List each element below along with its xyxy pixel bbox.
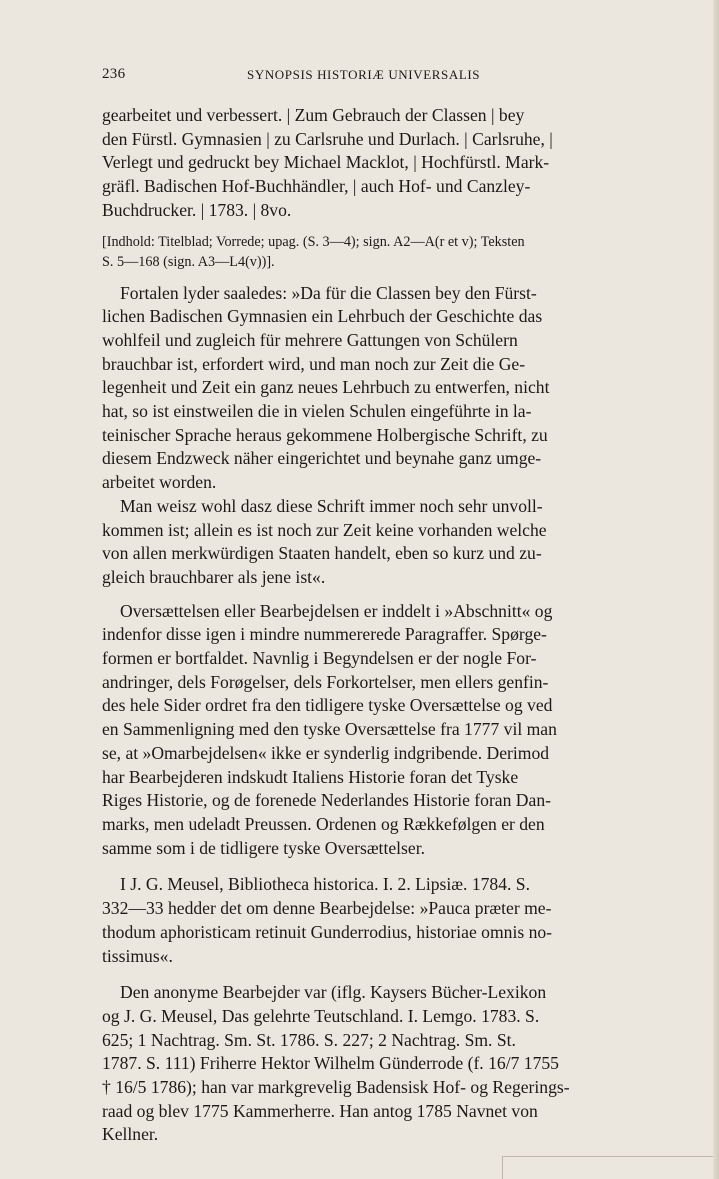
page-content [102, 104, 667, 1147]
text-line: teinischer Sprache heraus gekommene Holbergische Schrift, zu [102, 424, 548, 445]
text-line: des hele Sider ordret fra den tidligere tyske Oversættelse og ved [102, 695, 553, 716]
text-line: lichen Badischen Gymnasien ein Lehrbuch der Geschichte das [102, 306, 543, 327]
text-line: thodum aphoristicam retinuit Gunderrodius, historiae omnis no- [102, 921, 553, 942]
text-line: formen er bortfaldet. Navnlig i Begyndelsen er der nogle For- [102, 648, 537, 669]
text-line: samme som i de tidligere tyske Oversættelser. [102, 837, 425, 858]
bibliographic-paragraph [102, 104, 667, 223]
text-line: har Bearbejderen indskudt Italiens Historie foran det Tyske [102, 766, 519, 787]
text-line: Den anonyme Bearbejder var (iflg. Kaysers Bücher-Lexikon [120, 982, 547, 1003]
text-line: tissimus«. [102, 945, 173, 966]
text-line: en Sammenligning med den tyske Oversættelse fra 1777 vil man [102, 719, 557, 740]
text-line: [Indhold: Titelblad; Vorrede; upag. (S. 3—4); sign. A2—A(r et v); Teksten [102, 233, 525, 250]
text-line: von allen merkwürdigen Staaten handelt, eben so kurz und zu- [102, 543, 542, 564]
text-line: legenheit und Zeit ein ganz neues Lehrbuch zu entwerfen, nicht [102, 377, 550, 398]
text-line: 332—33 hedder det om denne Bearbejdelse: »Pauca præter me- [102, 898, 552, 919]
editor-paragraph [102, 981, 667, 1147]
text-line: Fortalen lyder saaledes: »Da für die Classen bey den Fürst- [120, 282, 537, 303]
text-line: S. 5—168 (sign. A3—L4(v))]. [102, 253, 275, 270]
text-line: hat, so ist einstweilen die in vielen Schulen eingeführte in la- [102, 401, 532, 422]
text-line: Verlegt und gedruckt bey Michael Macklot, | Hochfürstl. Mark- [102, 152, 550, 173]
text-line: Buchdrucker. | 1783. | 8vo. [102, 199, 292, 220]
text-line: den Fürstl. Gymnasien | zu Carlsruhe und Durlach. | Carlsruhe, | [102, 128, 553, 149]
running-title: SYNOPSIS HISTORIÆ UNIVERSALIS [247, 67, 481, 82]
text-line: gearbeitet und verbessert. | Zum Gebrauch der Classen | bey [102, 105, 525, 125]
corner-mark [502, 1156, 713, 1179]
text-line: raad og blev 1775 Kammerherre. Han antog 1785 Navnet von [102, 1100, 538, 1121]
text-line: 1787. S. 111) Friherre Hektor Wilhelm Günderrode (f. 16/7 1755 [102, 1053, 559, 1074]
text-line: gleich brauchbarer als jene ist«. [102, 566, 326, 587]
text-line: kommen ist; allein es ist noch zur Zeit keine vorhanden welche [102, 519, 547, 540]
page-header [102, 66, 667, 86]
text-line: se, at »Omarbejdelsen« ikke er synderlig indgribende. Derimod [102, 742, 550, 763]
preface-quote-paragraph [102, 282, 667, 590]
text-line: † 16/5 1786); han var markgrevelig Badensisk Hof- og Regerings- [102, 1077, 570, 1098]
text-line: diesem Endzweck näher eingerichtet und beynahe ganz umge- [102, 448, 542, 469]
text-line: Oversættelsen eller Bearbejdelsen er inddelt i »Abschnitt« og [120, 600, 553, 621]
text-line: Riges Historie, og de forenede Nederlandes Historie foran Dan- [102, 790, 551, 811]
text-line: andringer, dels Forøgelser, dels Forkortelser, men ellers genfin- [102, 671, 549, 692]
text-line: 625; 1 Nachtrag. Sm. St. 1786. S. 227; 2 Nachtrag. Sm. St. [102, 1029, 516, 1050]
text-line: arbeitet worden. [102, 472, 217, 493]
text-line: marks, men udeladt Preussen. Ordenen og Rækkefølgen er den [102, 813, 545, 834]
text-line: Kellner. [102, 1124, 159, 1145]
translation-paragraph [102, 600, 667, 861]
text-line: indenfor disse igen i mindre nummererede Paragraffer. Spørge- [102, 624, 547, 645]
text-line: og J. G. Meusel, Das gelehrte Teutschland. I. Lemgo. 1783. S. [102, 1005, 540, 1026]
text-line: brauchbar ist, erfordert wird, und man noch zur Zeit die Ge- [102, 353, 526, 374]
text-line: wohlfeil und zugleich für mehrere Gattungen von Schülern [102, 329, 518, 350]
text-line: gräfl. Badischen Hof-Buchhändler, | auch Hof- und Canzley- [102, 176, 531, 197]
contents-note [102, 232, 667, 272]
meusel-citation-paragraph [102, 873, 667, 968]
text-line: I J. G. Meusel, Bibliotheca historica. I. 2. Lipsiæ. 1784. S. [120, 874, 530, 895]
page-edge [713, 0, 719, 1179]
page-number: 236 [102, 66, 126, 82]
text-line: Man weisz wohl dasz diese Schrift immer noch sehr unvoll- [120, 495, 543, 516]
